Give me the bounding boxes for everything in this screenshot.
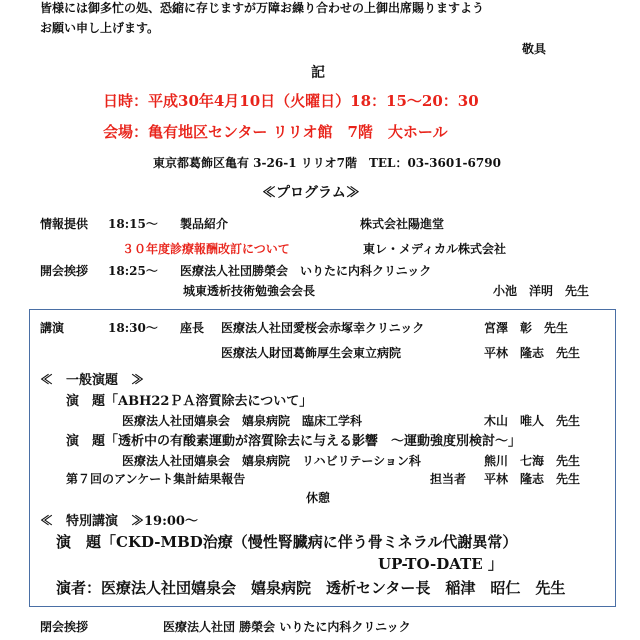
survey-report: 第７回のアンケート集計結果報告 <box>66 472 246 486</box>
special-speaker: 演者：医療法人社団嬉泉会 嬉泉病院 透析センター長 稲津 昭仁 先生 <box>56 579 566 597</box>
presenter-1-name: 木山 唯人 先生 <box>484 414 581 428</box>
closing-org: 医療法人社団 勝榮会 いりたに内科クリニック <box>163 620 411 634</box>
general-title-2: 演 題「透析中の有酸素運動が溶質除去に与える影響 〜運動強度別検討〜」 <box>66 434 522 449</box>
special-title-line-1: 演 題「CKD-MBD治療（慢性腎臓病に伴う骨ミネラル代謝異常） <box>56 533 518 551</box>
opening-name: 小池 洋明 先生 <box>493 284 590 298</box>
opening-label: 開会挨拶 <box>40 264 89 278</box>
survey-name: 平林 隆志 先生 <box>484 472 581 486</box>
break-label: 休憩 <box>306 491 331 505</box>
lecture-time: 18:30〜 <box>108 321 158 335</box>
event-datetime: 日時：平成30年4月10日（火曜日）18：15〜20：30 <box>103 92 479 110</box>
opening-org: 医療法人社団勝榮会 いりたに内科クリニック <box>180 264 432 278</box>
program-heading: ≪プログラム≫ <box>262 185 360 201</box>
ki-heading: 記 <box>311 65 325 81</box>
general-title-1: 演 題「ABH22ＰＡ溶質除去について」 <box>66 394 313 409</box>
lecture-label: 講演 <box>40 321 65 335</box>
event-venue: 会場：亀有地区センター リリオ館 7階 大ホール <box>103 123 448 141</box>
presenter-1-org: 医療法人社団嬉泉会 嬉泉病院 臨床工学科 <box>122 414 363 428</box>
opening-org-2: 城東透析技術勉強会会長 <box>183 284 316 298</box>
special-title-line-2: UP-TO-DATE 」 <box>378 555 503 573</box>
intro-line-2: お願い申し上げます。 <box>40 21 160 35</box>
closing-label: 閉会挨拶 <box>40 620 89 634</box>
info-company-2: 東レ・メディカル株式会社 <box>363 242 507 256</box>
info-item-2: ３０年度診療報酬改訂について <box>122 242 290 256</box>
presenter-2-org: 医療法人社団嬉泉会 嬉泉病院 リハビリテーション科 <box>122 454 421 468</box>
intro-line-1: 皆様には御多忙の処、恐縮に存じますが万障お繰り合わせの上御出席賜りますよう <box>40 1 485 15</box>
chair-1-org: 医療法人社団愛桜会赤塚幸クリニック <box>221 321 425 335</box>
lecture-role: 座長 <box>180 321 205 335</box>
info-item: 製品紹介 <box>180 217 229 231</box>
chair-2-org: 医療法人財団葛飾厚生会東立病院 <box>221 346 402 360</box>
chair-2-name: 平林 隆志 先生 <box>484 346 581 360</box>
info-label: 情報提供 <box>40 217 89 231</box>
special-heading: ≪ 特別講演 ≫19:00〜 <box>40 514 198 529</box>
closing-keigu: 敬具 <box>522 42 547 56</box>
event-address: 東京都葛飾区亀有 3-26-1 リリオ7階 TEL：03-3601-6790 <box>153 156 501 170</box>
info-company-1: 株式会社陽進堂 <box>360 217 445 231</box>
opening-time: 18:25〜 <box>108 264 158 278</box>
presenter-2-name: 熊川 七海 先生 <box>484 454 581 468</box>
general-heading: ≪ 一般演題 ≫ <box>40 373 145 388</box>
survey-role: 担当者 <box>430 472 467 486</box>
chair-1-name: 宮澤 彰 先生 <box>484 321 569 335</box>
info-time: 18:15〜 <box>108 217 158 231</box>
